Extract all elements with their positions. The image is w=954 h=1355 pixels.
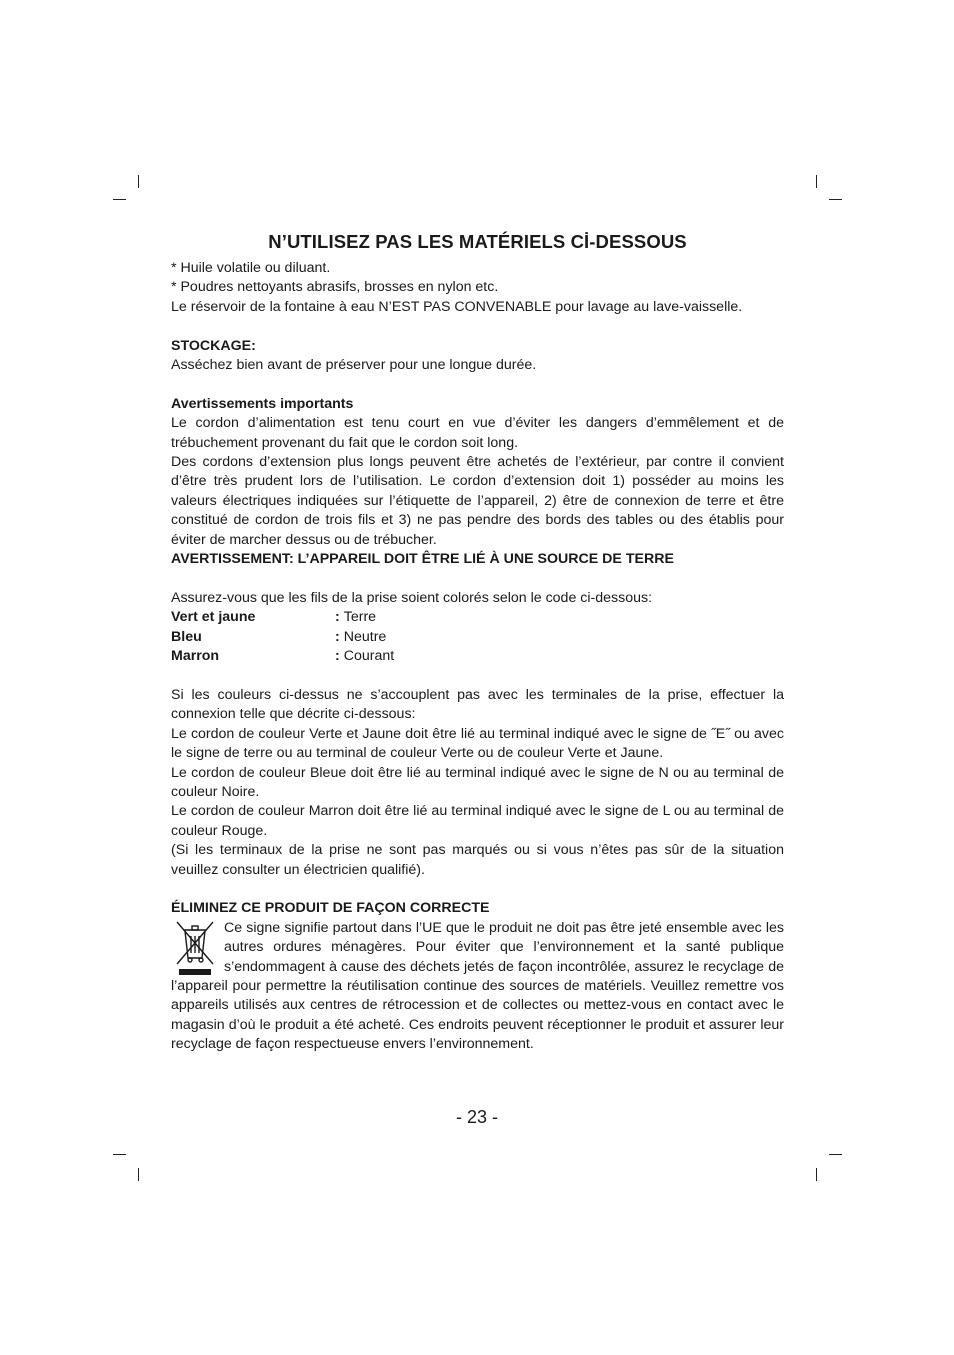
wire-code-intro: Assurez-vous que les fils de la prise soient colorés selon le code ci-dessous: bbox=[171, 589, 653, 606]
storage-text: Asséchez bien avant de préserver pour une longue durée. bbox=[171, 357, 537, 374]
wire-meaning: Courant bbox=[343, 648, 395, 665]
wire-row bbox=[171, 628, 784, 647]
crop-mark-top-left-h bbox=[113, 199, 126, 200]
connection-paragraph: Le cordon de couleur Verte et Jaune doit être lié au terminal indiqué avec le signe de ˝E˝ ou avec le signe de terre ou au terminal de couleur Verte ou de couleur Verte et Jaune. bbox=[171, 725, 784, 762]
warnings-paragraph: Le cordon d’alimentation est tenu court en vue d’éviter les dangers d’emmêlement et de trébuchement provenant du fait que le cordon soit long. bbox=[171, 415, 784, 451]
wire-color: Marron bbox=[171, 648, 220, 665]
storage-heading: STOCKAGE: bbox=[171, 337, 256, 354]
warnings-heading: Avertissements importants bbox=[171, 395, 354, 412]
warnings-paragraph: Des cordons d’extension plus longs peuvent être achetés de l’extérieur, par contre il convient d’être très prudent lors de l’utilisation. Le cordon d’extension doit 1) posséder au moins les valeurs électriques indiquées sur l’étiquette de l’appareil, 2) être de connexion de terre et être constitué de cordon de trois fils et 3) ne pas pendre des bords des tables ou des établis pour éviter de marcher dessus ou de trébucher. bbox=[171, 454, 784, 548]
connection-paragraph: (Si les terminaux de la prise ne sont pas marqués ou si vous n’êtes pas sûr de la situation veuillez consulter un électricien qualifié). bbox=[171, 842, 784, 878]
page-title: N’UTILISEZ PAS LES MATÉRIELS Cİ-DESSOUS bbox=[268, 231, 687, 252]
intro-line: * Huile volatile ou diluant. bbox=[171, 260, 331, 276]
connection-paragraph: Si les couleurs ci-dessus ne s’accouplent pas avec les terminales de la prise, effectuer la connexion telle que décrite ci-dessous: bbox=[171, 686, 784, 723]
wire-colon: : bbox=[335, 628, 340, 645]
crop-mark-bottom-left-h bbox=[113, 1154, 126, 1155]
wire-meaning: Neutre bbox=[343, 628, 387, 645]
wire-meaning: Terre bbox=[343, 609, 377, 626]
connection-paragraph: Le cordon de couleur Marron doit être lié au terminal indiqué avec le signe de L ou au terminal de couleur Rouge. bbox=[171, 803, 784, 839]
crop-mark-bottom-right-h bbox=[829, 1154, 842, 1155]
wire-color: Vert et jaune bbox=[171, 609, 256, 626]
crop-mark-top-left-v bbox=[138, 175, 139, 188]
page-content bbox=[171, 229, 784, 1055]
intro-line: Le réservoir de la fontaine à eau N’EST PAS CONVENABLE pour lavage au lave-vaisselle. bbox=[171, 298, 743, 315]
wire-row bbox=[171, 608, 784, 627]
wire-colon: : bbox=[335, 648, 340, 665]
wire-colon: : bbox=[335, 609, 340, 626]
intro-line: * Poudres nettoyants abrasifs, brosses en nylon etc. bbox=[171, 279, 499, 296]
disposal-text: Ce signe signifie partout dans l’UE que le produit ne doit pas être jeté ensemble avec les autres ordures ménagères. Pour éviter que l’environnement et la santé publique s’endommagent à cause des déchets jetés de façon incontrôlée, assurez le recyclage de l’appareil pour permettre la réutilisation continue des sources de matériels. Veuillez remettre vos appareils utilisés aux centres de rétrocession et de collectes ou mettez-vous en contact avec le magasin d’où le produit a été acheté. Ces endroits peuvent réceptionner le produit et assurer leur recyclage de façon respectueuse envers l’environnement. bbox=[171, 919, 784, 1053]
earth-warning: AVERTISSEMENT: L’APPAREIL DOIT ÊTRE LIÉ À UNE SOURCE DE TERRE bbox=[171, 551, 674, 568]
crop-mark-top-right-v bbox=[816, 175, 817, 188]
weee-crossed-bin-icon bbox=[173, 920, 217, 976]
wire-color: Bleu bbox=[171, 628, 202, 645]
disposal-heading: ÉLIMINEZ CE PRODUIT DE FAÇON CORRECTE bbox=[171, 900, 490, 917]
connection-paragraph: Le cordon de couleur Bleue doit être lié au terminal indiqué avec le signe de N ou au terminal de couleur Noire. bbox=[171, 764, 784, 800]
page-number: - 23 - bbox=[455, 1107, 498, 1127]
crop-mark-bottom-right-v bbox=[816, 1168, 817, 1181]
crop-mark-top-right-h bbox=[829, 199, 842, 200]
wire-row bbox=[171, 647, 784, 666]
disposal-block bbox=[171, 919, 784, 1055]
crop-mark-bottom-left-v bbox=[138, 1168, 139, 1181]
